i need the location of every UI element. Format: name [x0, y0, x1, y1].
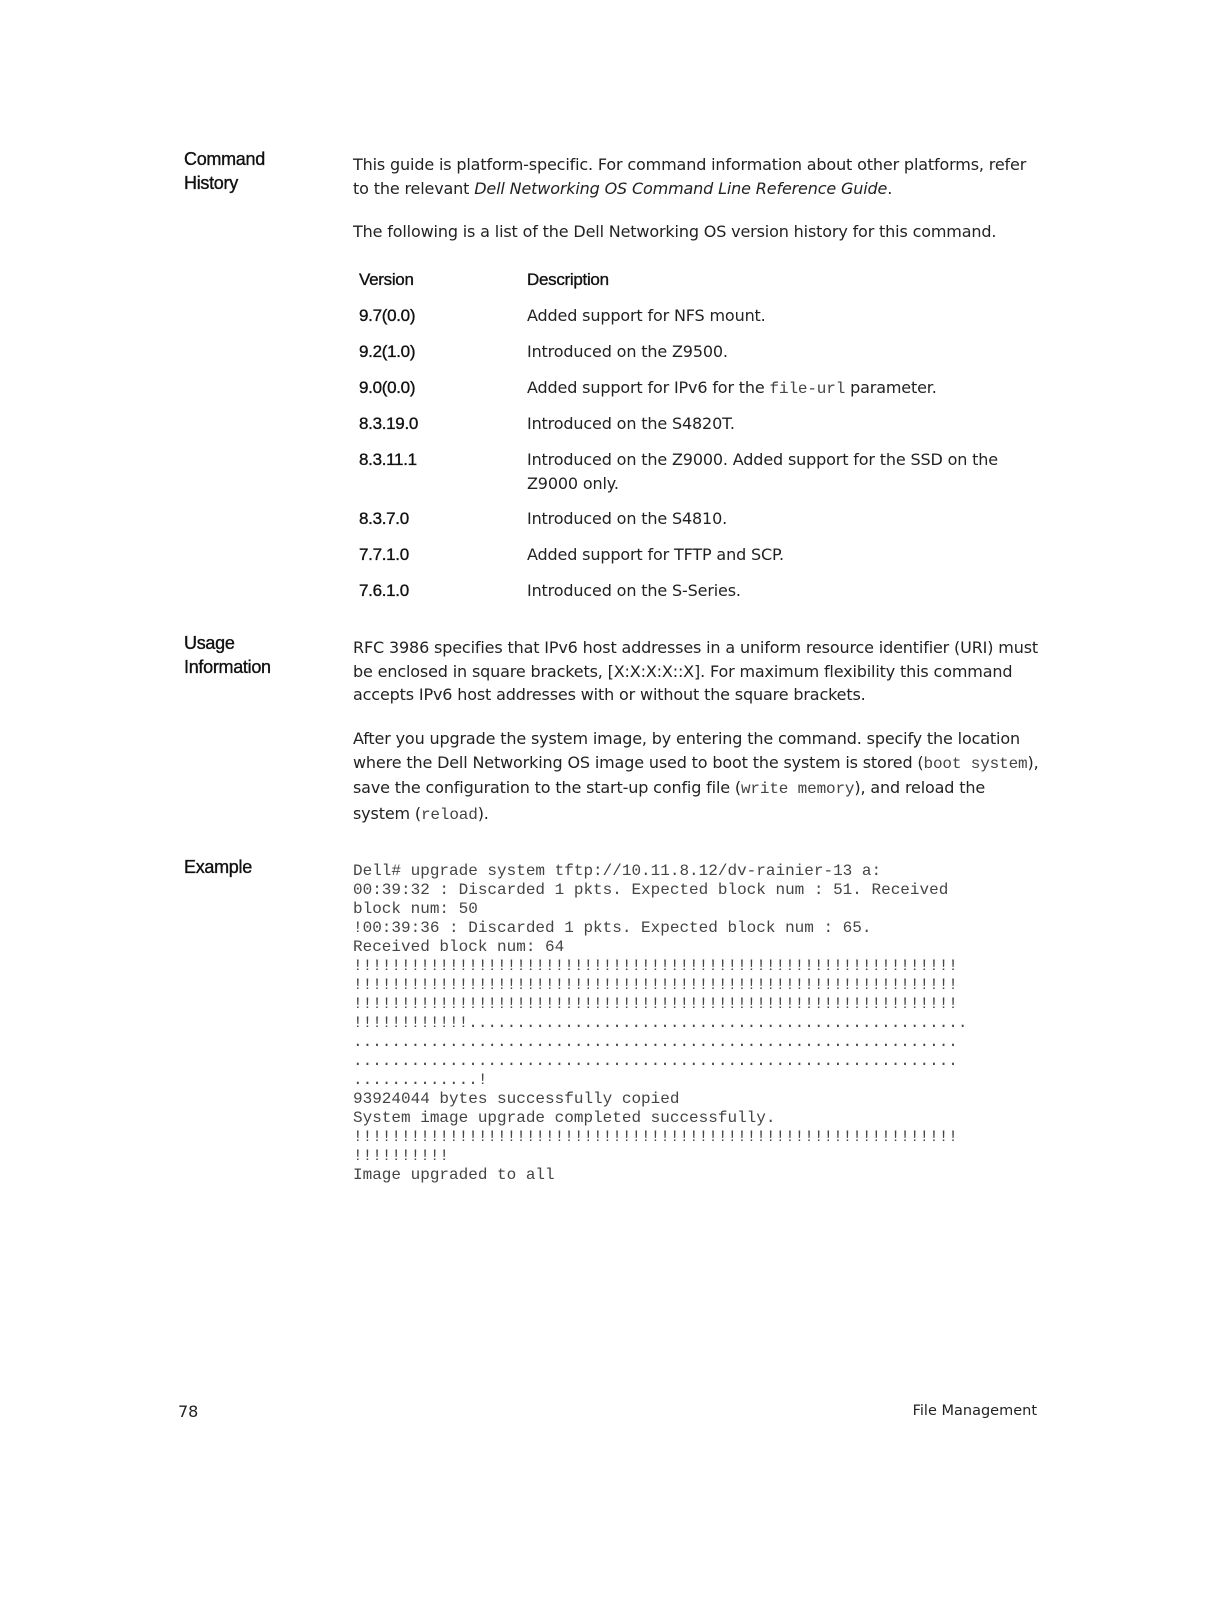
- description-cell: Added support for TFTP and SCP.: [527, 545, 784, 564]
- version-cell: 8.3.11.1: [359, 450, 417, 469]
- description-text: Added support for IPv6 for the: [527, 378, 770, 397]
- page-number: 78: [178, 1402, 199, 1421]
- description-text: parameter.: [845, 378, 937, 397]
- paragraph-text: ), and reload the system (: [353, 778, 986, 823]
- version-cell: 9.2(1.0): [359, 342, 416, 361]
- table-row: [359, 304, 1039, 340]
- command-history-intro: [353, 153, 1043, 200]
- version-cell: 8.3.7.0: [359, 509, 409, 528]
- version-cell: 9.0(0.0): [359, 378, 416, 397]
- table-row: [359, 579, 1039, 615]
- label-line: History: [184, 173, 238, 193]
- section-label-command-history: [184, 147, 334, 195]
- usage-paragraph-uri: RFC 3986 specifies that IPv6 host addresses in a uniform resource identifier (URI) must be enclosed in square brackets, [X:X:X:X::X]. For maximum flexibility this command accepts IPv6 host addresses with or without the square brackets.: [353, 638, 1038, 704]
- column-header-description: Description: [527, 270, 609, 289]
- version-cell: 9.7(0.0): [359, 306, 416, 325]
- usage-paragraph-upgrade: [353, 727, 1043, 827]
- paragraph-text: ).: [477, 803, 489, 823]
- column-header-version: Version: [359, 270, 414, 289]
- command-code: reload: [420, 805, 478, 824]
- label-line: Command: [184, 149, 265, 169]
- command-code: write memory: [740, 780, 855, 798]
- version-history-table: [359, 268, 1039, 615]
- version-history-intro: The following is a list of the Dell Networking OS version history for this command.: [353, 222, 997, 241]
- example-code-block: Dell# upgrade system tftp://10.11.8.12/dv-rainier-13 a: 00:39:32 : Discarded 1 pkts. Expected block num : 51. Received block num: 50 !00:39:36 : Discarded 1 pkts. Expected block num : 65. Received block num: 64 !!!!!!!!!!!!!!!!!!!!!!!!!!!!!!!!!!!!!!!!!!!!!!!!!!!!!!!!!!!!!!! !!!!!!!!!!!!!!!!!!!!!!!!!!!!!!!!!!!!!!!!!!!!!!!!!!!!!!!!!!!!!!! !!!!!!!!!!!!!!!!!!!!!!!!!!!!!!!!!!!!!!!!!!!!!!!!!!!!!!!!!!!!!!! !!!!!!!!!!!!.................................................... ............................................................... ............................................................... .............! 93924044 bytes successfully copied System image upgrade completed successfully. !!!!!!!!!!!!!!!!!!!!!!!!!!!!!!!!!!!!!!!!!!!!!!!!!!!!!!!!!!!!!!! !!!!!!!!!! Image upgraded to all: [353, 862, 968, 1184]
- description-cell: Introduced on the S4810.: [527, 509, 728, 528]
- label-line: Information: [184, 657, 271, 677]
- description-cell: Added support for NFS mount.: [527, 306, 766, 325]
- description-cell: Introduced on the Z9500.: [527, 342, 728, 361]
- description-cell: Introduced on the Z9000. Added support for the SSD on the Z9000 only.: [527, 450, 998, 493]
- command-code: boot system: [923, 754, 1028, 773]
- table-row: [359, 376, 1039, 412]
- description-cell: [527, 376, 1039, 402]
- version-cell: 7.7.1.0: [359, 545, 409, 564]
- version-cell: 8.3.19.0: [359, 414, 419, 433]
- table-row: [359, 507, 1039, 543]
- paragraph-text: After you upgrade the system image, by entering the command. specify the location where the Dell Networking OS image used to boot the system is stored (: [353, 729, 1020, 772]
- table-row: [359, 448, 1039, 507]
- version-cell: 7.6.1.0: [359, 581, 409, 600]
- intro-text: This guide is platform-specific. For command information about other platforms, refer to the relevant: [353, 155, 1027, 198]
- table-row: [359, 412, 1039, 448]
- section-label-example: Example: [184, 857, 252, 877]
- table-row: [359, 340, 1039, 376]
- paragraph-text: ), save the configuration to the start-up config file (: [353, 752, 1039, 797]
- intro-text-end: .: [887, 178, 893, 198]
- guide-title: Dell Networking OS Command Line Reference Guide: [474, 178, 888, 198]
- section-label-usage-information: [184, 631, 334, 679]
- table-row: [359, 543, 1039, 579]
- description-cell: Introduced on the S-Series.: [527, 581, 741, 600]
- footer-section-name: File Management: [912, 1403, 1037, 1419]
- table-header-row: [359, 268, 1039, 304]
- label-line: Usage: [184, 633, 235, 653]
- description-cell: Introduced on the S4820T.: [527, 414, 735, 433]
- parameter-code: file-url: [769, 380, 846, 398]
